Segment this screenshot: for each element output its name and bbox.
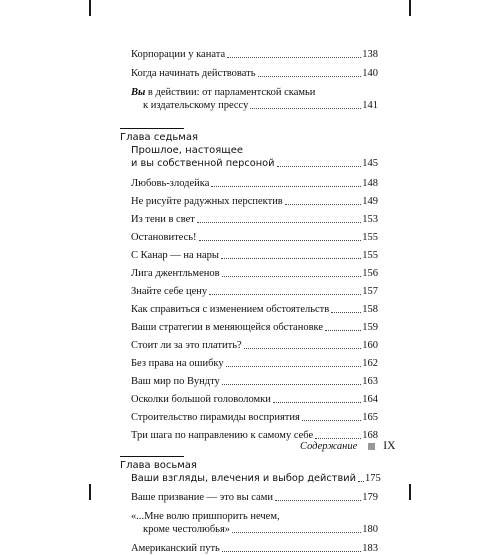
toc-entry[interactable] xyxy=(131,321,378,334)
dot-leader xyxy=(358,481,364,482)
toc-entry-title: Знайте себе цену xyxy=(131,286,208,297)
toc-entry[interactable] xyxy=(131,285,378,298)
dot-leader xyxy=(258,76,362,77)
toc-entry[interactable] xyxy=(131,48,378,61)
dot-leader xyxy=(222,384,361,385)
chapter7-entries xyxy=(120,177,378,442)
toc-entry-title: С Канар — на нары xyxy=(131,250,219,261)
toc-entry-title: Как справиться с изменением обстоятельств xyxy=(131,304,330,315)
toc-entry-page: 162 xyxy=(362,358,378,369)
dot-leader xyxy=(273,402,361,403)
toc-entry-title: Из тени в свет xyxy=(131,214,195,225)
toc-entry-title: Без права на ошибку xyxy=(131,358,224,369)
dot-leader xyxy=(199,240,362,241)
dot-leader xyxy=(302,420,361,421)
toc-entry-title-line1: «...Мне волю пришпорить нечем, xyxy=(131,510,378,523)
chapter-title-line1: Прошлое, настоящее xyxy=(131,145,244,156)
dot-leader xyxy=(222,276,362,277)
dot-leader xyxy=(226,366,362,367)
toc-entry[interactable] xyxy=(131,491,378,504)
corner-mark-top-right xyxy=(409,0,411,16)
toc-entry-title: Когда начинать действовать xyxy=(131,68,256,79)
chapter-title-line1: Ваши взгляды, влечения и выбор действий xyxy=(131,473,356,484)
dot-leader xyxy=(331,312,361,313)
chapter-label: Глава восьмая xyxy=(120,460,197,471)
toc-entry-page: 160 xyxy=(362,340,378,351)
running-footer xyxy=(300,440,395,452)
toc-entry[interactable] xyxy=(131,542,378,555)
chapter-title-entry[interactable] xyxy=(131,472,381,485)
toc-entry-page: 138 xyxy=(362,49,378,60)
dot-leader xyxy=(221,258,361,259)
toc-entry-title: Осколки большой головоломки xyxy=(131,394,271,405)
toc-entry[interactable] xyxy=(131,231,378,244)
toc-entry-title: Не рисуйте радужных перспектив xyxy=(131,196,283,207)
chapter-title-entry[interactable] xyxy=(131,157,378,170)
toc-entry[interactable] xyxy=(131,86,378,112)
chapter-title-line2: и вы собственной персоной xyxy=(131,158,275,169)
dot-leader xyxy=(222,551,361,552)
dot-leader xyxy=(277,166,362,167)
toc-entry-page: 158 xyxy=(362,304,378,315)
dot-leader xyxy=(275,500,361,501)
toc-entry[interactable] xyxy=(131,213,378,226)
dot-leader xyxy=(285,204,361,205)
toc-entry-title-line2: кроме честолюбья» xyxy=(143,524,231,535)
dot-leader xyxy=(250,108,361,109)
toc-entry[interactable] xyxy=(131,267,378,280)
toc-entry-page: 164 xyxy=(362,394,378,405)
toc-entry-title-line2: к издательскому прессу xyxy=(143,100,249,111)
dot-leader xyxy=(211,186,361,187)
toc-entry-page: 141 xyxy=(362,100,378,111)
toc-entry[interactable] xyxy=(131,393,378,406)
footer-square-icon xyxy=(368,443,375,450)
table-of-contents xyxy=(120,44,381,555)
dot-leader xyxy=(232,532,361,533)
toc-entry-title: Любовь-злодейка xyxy=(131,178,210,189)
toc-entry[interactable] xyxy=(131,357,378,370)
toc-entry-title: Американский путь xyxy=(131,543,220,554)
dot-leader xyxy=(197,222,361,223)
chapter-divider xyxy=(120,456,184,457)
toc-entry[interactable] xyxy=(131,195,378,208)
toc-entry-page: 180 xyxy=(362,524,378,535)
toc-entry[interactable] xyxy=(131,177,378,190)
dot-leader xyxy=(227,57,361,58)
toc-entry-title: Ваше призвание — это вы сами xyxy=(131,492,273,503)
toc-entry[interactable] xyxy=(131,510,378,536)
toc-entry-page: 155 xyxy=(362,232,378,243)
toc-entry-page: 155 xyxy=(362,250,378,261)
toc-entry-title: Ваш мир по Вундту xyxy=(131,376,220,387)
toc-entry-page: 183 xyxy=(362,543,378,554)
corner-mark-bottom-left xyxy=(89,484,91,500)
toc-entry-title-rest: в действии: от парламентской скамьи xyxy=(145,87,316,98)
toc-entry-page: 153 xyxy=(362,214,378,225)
dot-leader xyxy=(244,348,362,349)
toc-entry-page: 163 xyxy=(362,376,378,387)
toc-entry-page: 157 xyxy=(362,286,378,297)
toc-entry-page: 140 xyxy=(362,68,378,79)
toc-entry-page: 179 xyxy=(362,492,378,503)
toc-entry-title: Остановитесь! xyxy=(131,232,197,243)
toc-entry-title: Строительство пирамиды восприятия xyxy=(131,412,300,423)
toc-entry-title: Лига джентльменов xyxy=(131,268,220,279)
toc-entry-page: 168 xyxy=(362,430,378,441)
toc-entry-title: Ваши стратегии в меняющейся обстановке xyxy=(131,322,324,333)
toc-entry-title-bold: Вы xyxy=(131,87,146,98)
chapter-page: 175 xyxy=(364,473,381,484)
toc-entry-title-line1 xyxy=(131,86,378,99)
corner-mark-top-left xyxy=(89,0,91,16)
page-number: IX xyxy=(383,440,396,452)
toc-entry-title: Корпорации у каната xyxy=(131,49,226,60)
toc-entry-page: 159 xyxy=(362,322,378,333)
toc-entry[interactable] xyxy=(131,67,378,80)
chapter-page: 145 xyxy=(362,158,378,169)
toc-entry[interactable] xyxy=(131,303,378,316)
toc-entry-title: Стоит ли за это платить? xyxy=(131,340,242,351)
toc-entry[interactable] xyxy=(131,375,378,388)
toc-entry-page: 165 xyxy=(362,412,378,423)
chapter-divider xyxy=(120,128,184,129)
toc-entry-page: 156 xyxy=(362,268,378,279)
toc-entry-page: 149 xyxy=(362,196,378,207)
toc-entry[interactable] xyxy=(131,339,378,352)
dot-leader xyxy=(209,294,361,295)
toc-entry-title: Три шага по направлению к самому себе xyxy=(131,430,314,441)
toc-entry[interactable] xyxy=(131,411,378,424)
toc-entry-page: 148 xyxy=(362,178,378,189)
footer-section-label: Содержание xyxy=(300,440,358,452)
dot-leader xyxy=(315,438,361,439)
chapter-label: Глава седьмая xyxy=(120,132,198,143)
corner-mark-bottom-right xyxy=(409,484,411,500)
toc-entry[interactable] xyxy=(131,249,378,262)
dot-leader xyxy=(325,330,361,331)
